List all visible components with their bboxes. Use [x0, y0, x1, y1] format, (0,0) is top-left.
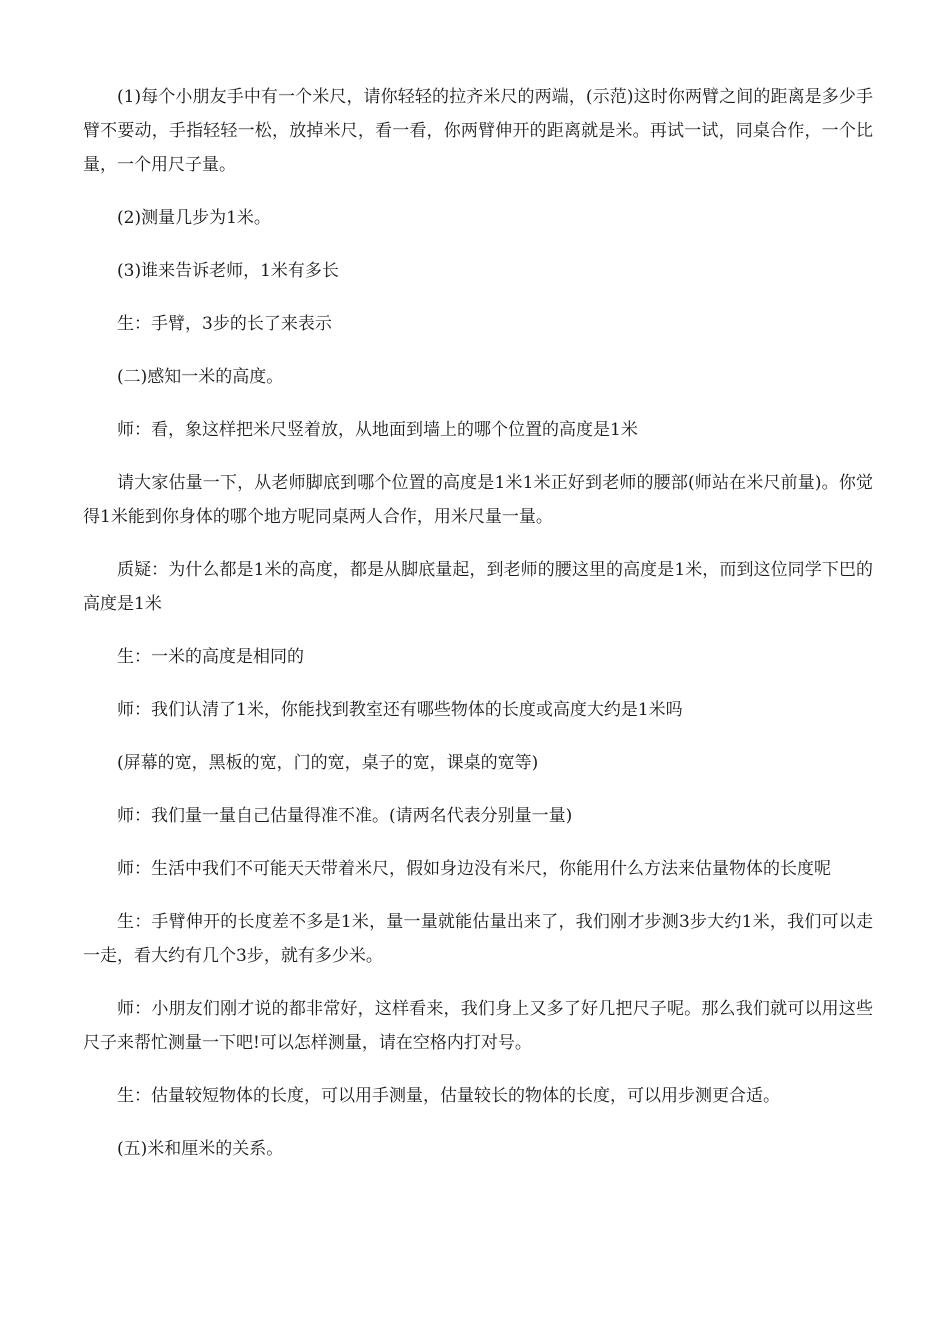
paragraph: 生：手臂伸开的长度差不多是1米，量一量就能估量出来了，我们刚才步测3步大约1米，我们可以走一走，看大约有几个3步，就有多少米。	[83, 912, 873, 966]
paragraph: 质疑：为什么都是1米的高度，都是从脚底量起，到老师的腰这里的高度是1米，而到这位同学下巴的高度是1米	[83, 560, 873, 614]
section-heading: (五)米和厘米的关系。	[117, 1139, 284, 1159]
paragraph: 师：生活中我们不可能天天带着米尺，假如身边没有米尺，你能用什么方法来估量物体的长度呢	[117, 859, 831, 879]
paragraph: 师：小朋友们刚才说的都非常好，这样看来，我们身上又多了好几把尺子呢。那么我们就可以用这些尺子来帮忙测量一下吧!可以怎样测量，请在空格内打对号。	[83, 999, 873, 1053]
paragraph: 师：我们认清了1米，你能找到教室还有哪些物体的长度或高度大约是1米吗	[117, 700, 683, 720]
paragraph: 师：我们量一量自己估量得准不准。(请两名代表分别量一量)	[117, 806, 573, 826]
paragraph: (3)谁来告诉老师，1米有多长	[117, 261, 339, 281]
section-heading: (二)感知一米的高度。	[117, 367, 284, 387]
document-body	[83, 80, 873, 1185]
paragraph: 生：估量较短物体的长度，可以用手测量，估量较长的物体的长度，可以用步测更合适。	[117, 1086, 780, 1106]
paragraph: 生：手臂，3步的长了来表示	[117, 314, 332, 334]
paragraph: (2)测量几步为1米。	[117, 208, 271, 228]
paragraph: 师：看，象这样把米尺竖着放，从地面到墙上的哪个位置的高度是1米	[117, 420, 638, 440]
paragraph: 请大家估量一下，从老师脚底到哪个位置的高度是1米1米正好到老师的腰部(师站在米尺前量)。你觉得1米能到你身体的哪个地方呢同桌两人合作，用米尺量一量。	[83, 473, 873, 527]
paragraph: (屏幕的宽，黑板的宽，门的宽，桌子的宽，课桌的宽等)	[117, 753, 539, 773]
paragraph: 生：一米的高度是相同的	[117, 647, 304, 667]
paragraph: (1)每个小朋友手中有一个米尺，请你轻轻的拉齐米尺的两端，(示范)这时你两臂之间的距离是多少手臂不要动，手指轻轻一松，放掉米尺，看一看，你两臂伸开的距离就是米。再试一试，同桌合作，一个比量，一个用尺子量。	[83, 87, 873, 175]
